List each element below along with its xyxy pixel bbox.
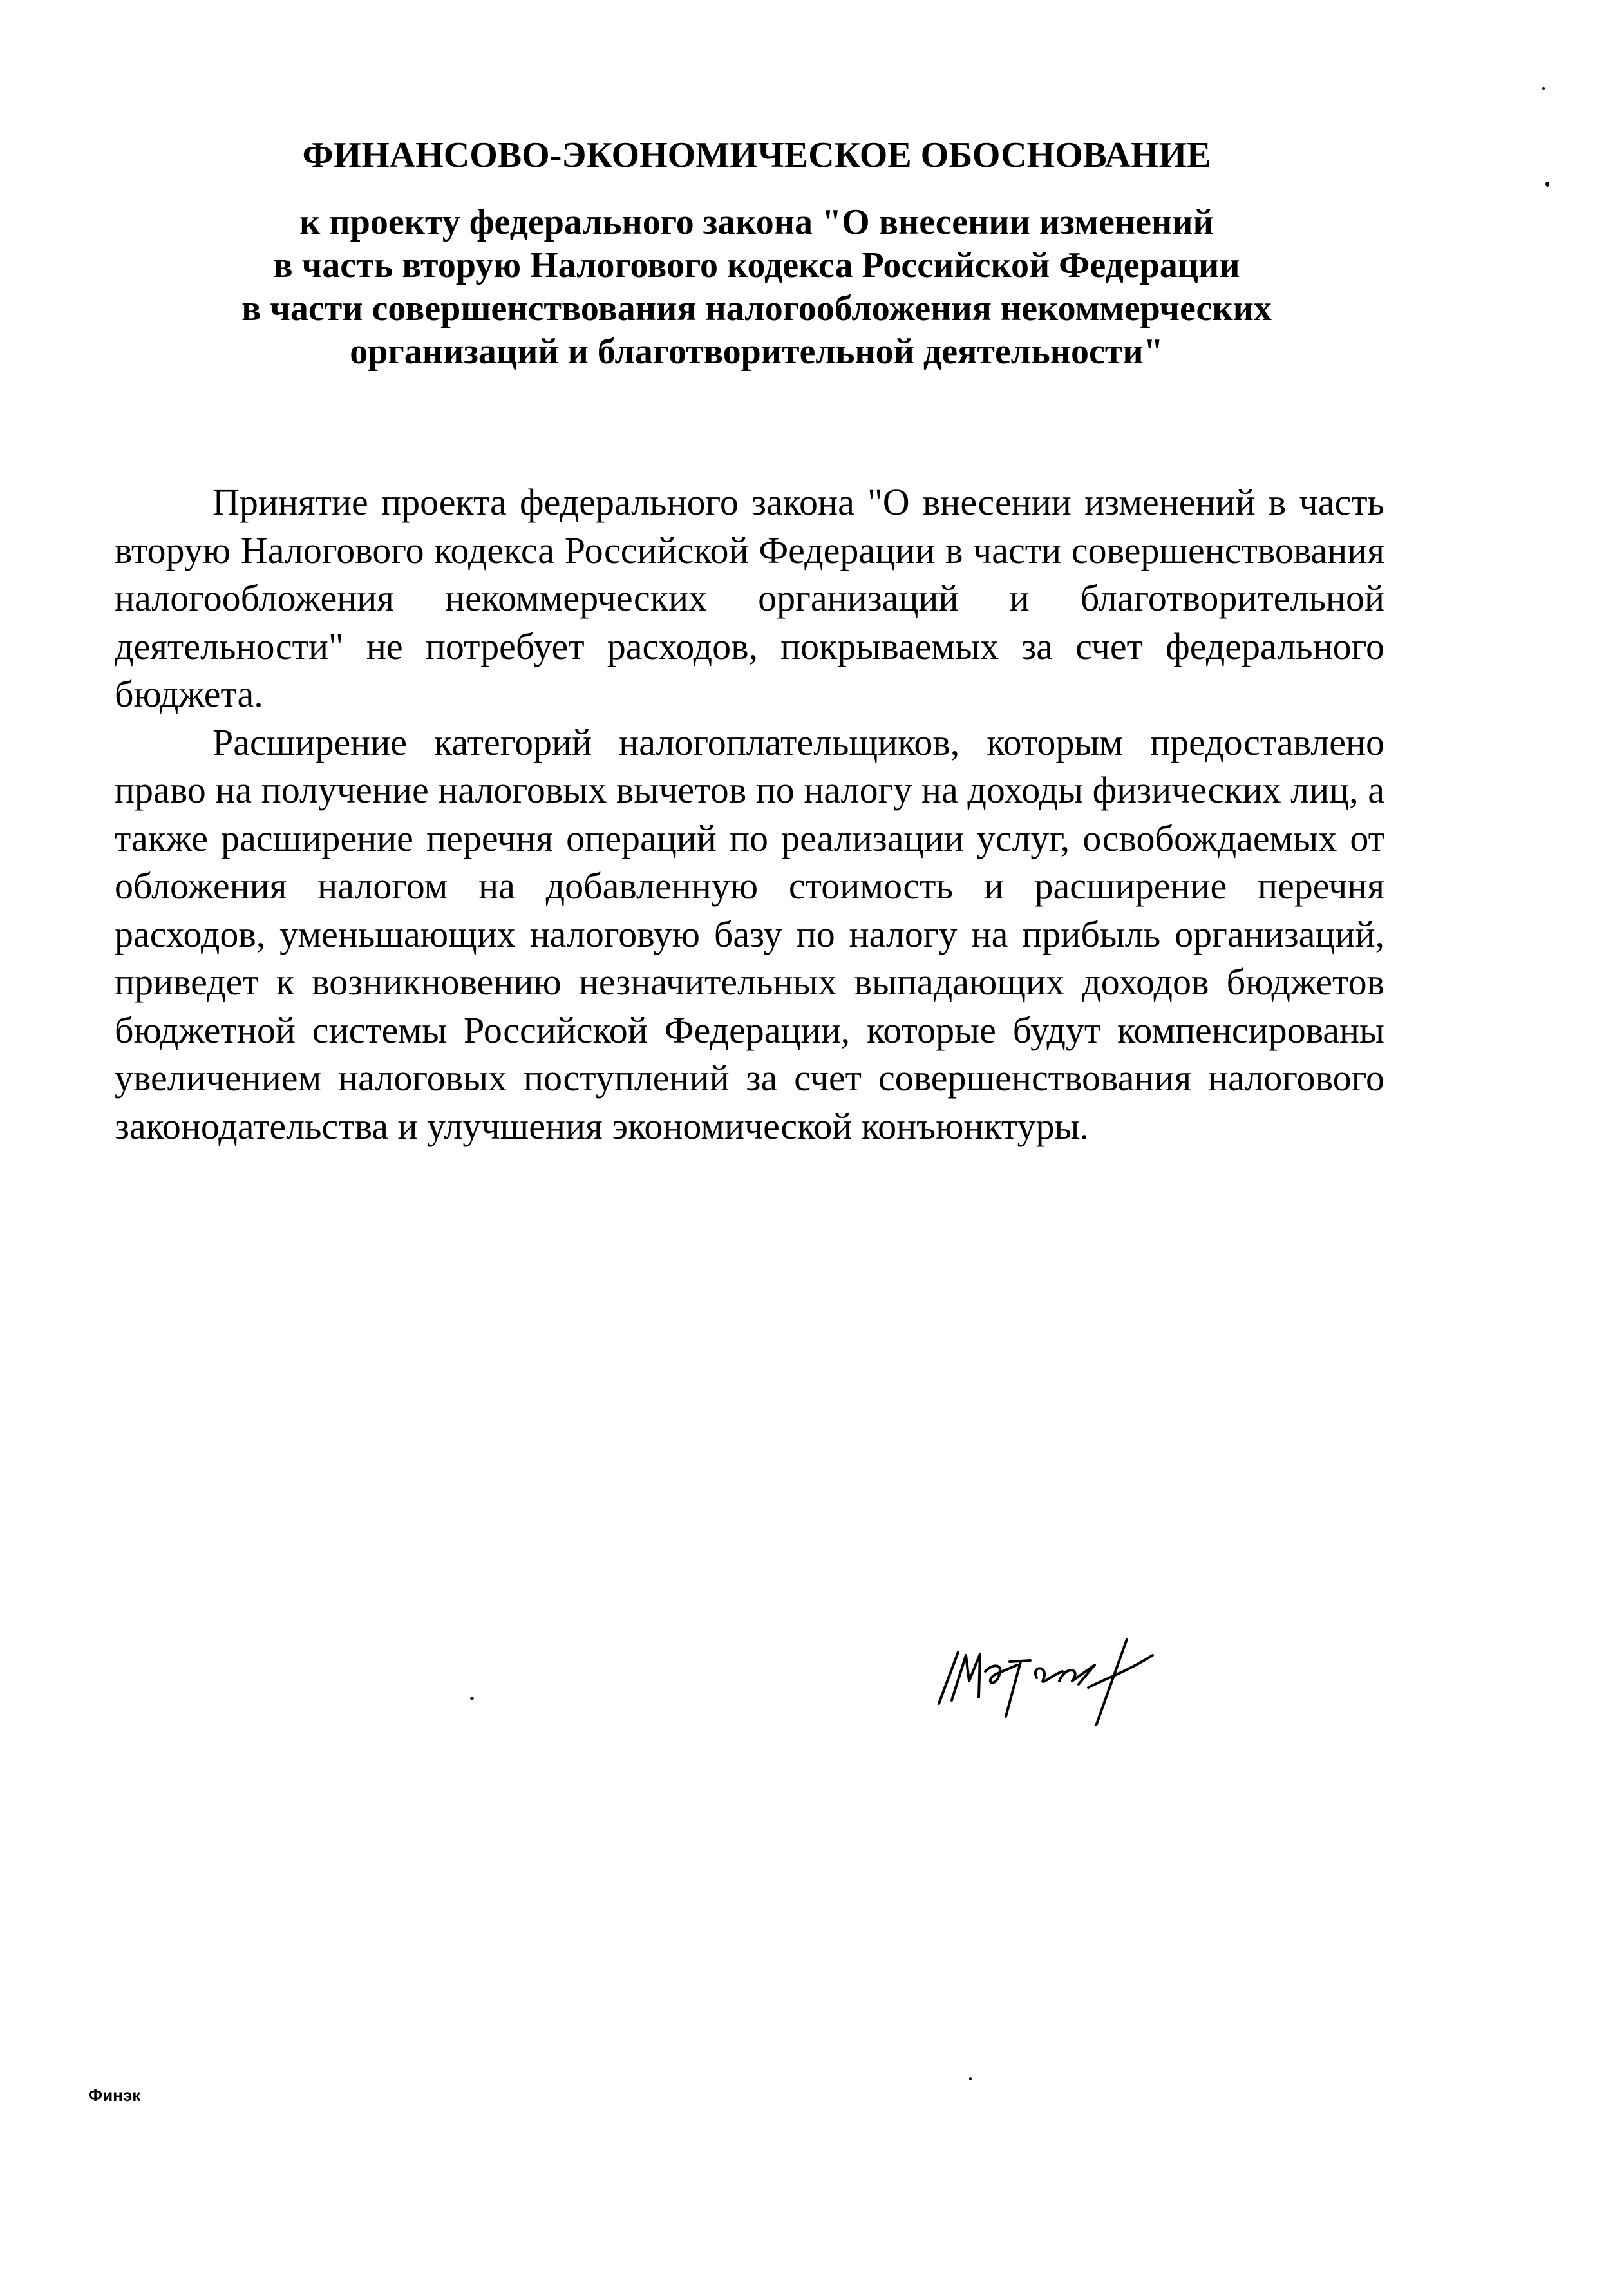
text-line: бюджета. — [115, 673, 263, 715]
text-line: приведет к возникновению незначительных выпадающих доходов бюджетов — [115, 961, 1384, 1003]
text-line: налогообложения некоммерческих организаций и благотворительной — [115, 577, 1384, 619]
paragraph-2 — [115, 719, 1384, 1151]
document-body — [115, 479, 1384, 1150]
text-line: также расширение перечня операций по реализации услуг, освобождаемых от — [115, 817, 1384, 859]
text-line: Расширение категорий налогоплательщиков, которым предоставлено — [212, 721, 1384, 763]
subtitle-line: в часть вторую Налогового кодекса Российской Федерации — [273, 245, 1240, 285]
scan-speck — [1545, 182, 1549, 187]
text-line: право на получение налоговых вычетов по налогу на доходы физических лиц, а — [115, 769, 1384, 811]
text-line: увеличением налоговых поступлений за счет совершенствования налогового — [115, 1057, 1384, 1099]
subtitle-line: к проекту федерального закона "О внесении изменений — [299, 202, 1214, 242]
text-line: Принятие проекта федерального закона "О внесении изменений в часть — [212, 481, 1384, 523]
footer-label: Финэк — [88, 2086, 141, 2105]
scan-speck — [470, 1697, 474, 1700]
text-line: вторую Налогового кодекса Российской Федерации в части совершенствования — [115, 529, 1384, 571]
text-line: обложения налогом на добавленную стоимость и расширение перечня — [115, 865, 1384, 907]
handwritten-signature — [934, 1636, 1172, 1726]
text-line: деятельности" не потребует расходов, покрываемых за счет федерального — [115, 625, 1384, 667]
text-line: расходов, уменьшающих налоговую базу по налогу на прибыль организаций, — [115, 913, 1384, 955]
text-line: бюджетной системы Российской Федерации, которые будут компенсированы — [115, 1009, 1384, 1051]
subtitle-line: организаций и благотворительной деятельности" — [350, 332, 1164, 372]
scan-speck — [1542, 87, 1545, 90]
subtitle-line: в части совершенствования налогообложения некоммерческих — [241, 289, 1272, 328]
document-subtitle — [0, 201, 1513, 374]
paragraph-1 — [115, 479, 1384, 719]
document-title: ФИНАНСОВО-ЭКОНОМИЧЕСКОЕ ОБОСНОВАНИЕ — [302, 135, 1211, 175]
scan-speck — [969, 2077, 972, 2080]
text-line: законодательства и улучшения экономической конъюнктуры. — [115, 1105, 1089, 1147]
